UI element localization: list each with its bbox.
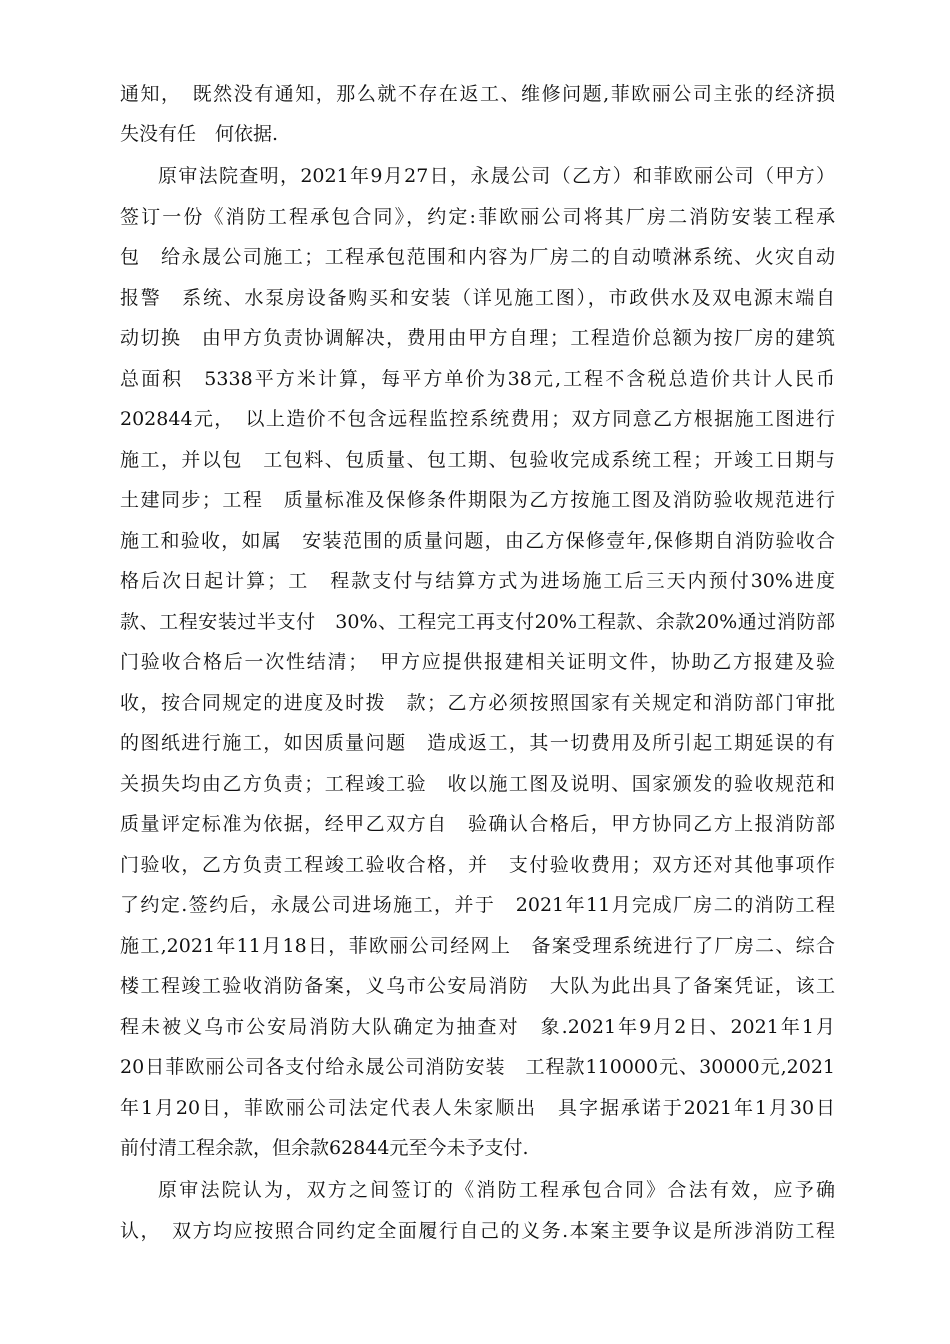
text-line: 款、工程安装过半支付 30%、工程完工再支付20%工程款、余款20%通过消防部 [120, 611, 835, 633]
text-line: 施工,2021年11月18日，菲欧丽公司经网上 备案受理系统进行了厂房二、综合 [120, 935, 835, 957]
text-line: 动切换 由甲方负责协调解决，费用由甲方自理；工程造价总额为按厂房的建筑 [120, 327, 835, 349]
text-line: 质量评定标准为依据，经甲乙双方自 验确认合格后，甲方协同乙方上报消防部 [120, 813, 835, 835]
text-line: 前付清工程余款，但余款62844元至今未予支付. [120, 1137, 529, 1159]
text-line: 土建同步；工程 质量标准及保修条件期限为乙方按施工图及消防验收规范进行 [120, 489, 835, 511]
text-line: 程未被义乌市公安局消防大队确定为抽查对 象.2021年9月2日、2021年1月 [120, 1016, 835, 1038]
text-line: 楼工程竣工验收消防备案，义乌市公安局消防 大队为此出具了备案凭证，该工 [120, 975, 835, 997]
text-line: 报警 系统、水泵房设备购买和安装（详见施工图），市政供水及双电源末端自 [120, 287, 835, 309]
text-line: 关损失均由乙方负责；工程竣工验 收以施工图及说明、国家颁发的验收规范和 [120, 773, 835, 795]
text-line: 施工，并以包 工包料、包质量、包工期、包验收完成系统工程；开竣工日期与 [120, 449, 835, 471]
text-line: 的图纸进行施工，如因质量问题 造成返工，其一切费用及所引起工期延误的有 [120, 732, 835, 754]
text-line: 认， 双方均应按照合同约定全面履行自己的义务.本案主要争议是所涉消防工程 [120, 1220, 835, 1242]
text-line: 总面积 5338平方米计算，每平方单价为38元,工程不含税总造价共计人民币 [120, 368, 835, 390]
text-line: 202844元， 以上造价不包含远程监控系统费用；双方同意乙方根据施工图进行 [120, 408, 835, 430]
text-line: 门验收合格后一次性结清； 甲方应提供报建相关证明文件，协助乙方报建及验 [120, 651, 835, 673]
text-line: 失没有任 何依据. [120, 123, 279, 145]
text-line: 收，按合同规定的进度及时拨 款；乙方必须按照国家有关规定和消防部门审批 [120, 692, 835, 714]
text-line: 包 给永晟公司施工；工程承包范围和内容为厂房二的自动喷淋系统、火灾自动 [120, 246, 835, 268]
text-line: 原审法院查明，2021年9月27日，永晟公司（乙方）和菲欧丽公司（甲方） [158, 165, 835, 187]
text-line: 格后次日起计算；工 程款支付与结算方式为进场施工后三天内预付30%进度 [120, 570, 835, 592]
text-line: 了约定.签约后，永晟公司进场施工，并于 2021年11月完成厂房二的消防工程 [120, 894, 835, 916]
text-line: 门验收，乙方负责工程竣工验收合格，并 支付验收费用；双方还对其他事项作 [120, 854, 835, 876]
text-line: 施工和验收，如属 安装范围的质量问题，由乙方保修壹年,保修期自消防验收合 [120, 530, 835, 552]
text-line: 通知， 既然没有通知，那么就不存在返工、维修问题,菲欧丽公司主张的经济损 [120, 83, 835, 105]
text-line: 签订一份《消防工程承包合同》，约定:菲欧丽公司将其厂房二消防安装工程承 [120, 206, 835, 228]
text-line: 20日菲欧丽公司各支付给永晟公司消防安装 工程款110000元、30000元,2021 [120, 1056, 835, 1078]
text-line: 原审法院认为，双方之间签订的《消防工程承包合同》合法有效，应予确 [158, 1179, 835, 1201]
text-line: 年1月20日，菲欧丽公司法定代表人朱家顺出 具字据承诺于2021年1月30日 [120, 1097, 835, 1119]
